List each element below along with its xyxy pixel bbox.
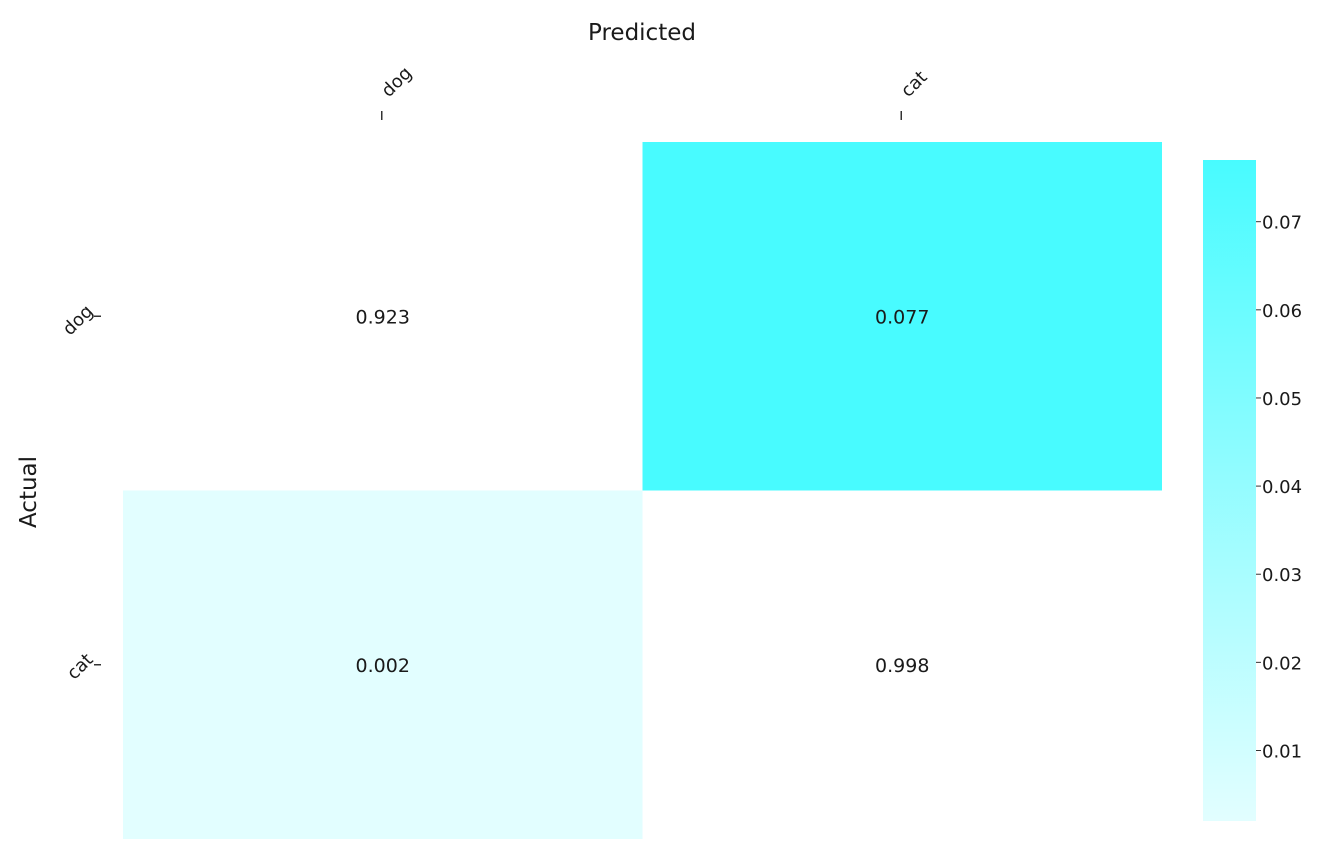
- colorbar-tick-label: 0.05: [1262, 388, 1303, 410]
- x-axis-ticks: [377, 63, 931, 120]
- colorbar-ticks: [1256, 213, 1302, 763]
- cell-label-cat-cat: 0.998: [875, 654, 930, 677]
- cell-label-cat-dog: 0.002: [355, 654, 410, 677]
- y-tick-label-dog: dog: [58, 300, 98, 340]
- x-tick-label-cat: cat: [896, 66, 932, 102]
- colorbar-tick-label: 0.03: [1262, 565, 1303, 587]
- colorbar-tick-label: 0.07: [1262, 212, 1303, 234]
- colorbar-tick-label: 0.01: [1262, 741, 1303, 763]
- cell-label-dog-dog: 0.923: [355, 306, 410, 329]
- y-axis-title: Actual: [16, 455, 42, 529]
- colorbar: [1203, 160, 1256, 821]
- y-tick-label-cat: cat: [62, 649, 98, 685]
- y-axis-ticks: [59, 301, 101, 684]
- heatmap-cells: [123, 142, 1162, 839]
- colorbar-tick-label: 0.02: [1262, 653, 1303, 675]
- cell-label-dog-cat: 0.077: [875, 306, 930, 329]
- x-tick-label-dog: dog: [377, 62, 417, 102]
- colorbar-tick-label: 0.06: [1262, 300, 1303, 322]
- x-axis-title: Predicted: [588, 20, 696, 46]
- colorbar-tick-label: 0.04: [1262, 477, 1303, 499]
